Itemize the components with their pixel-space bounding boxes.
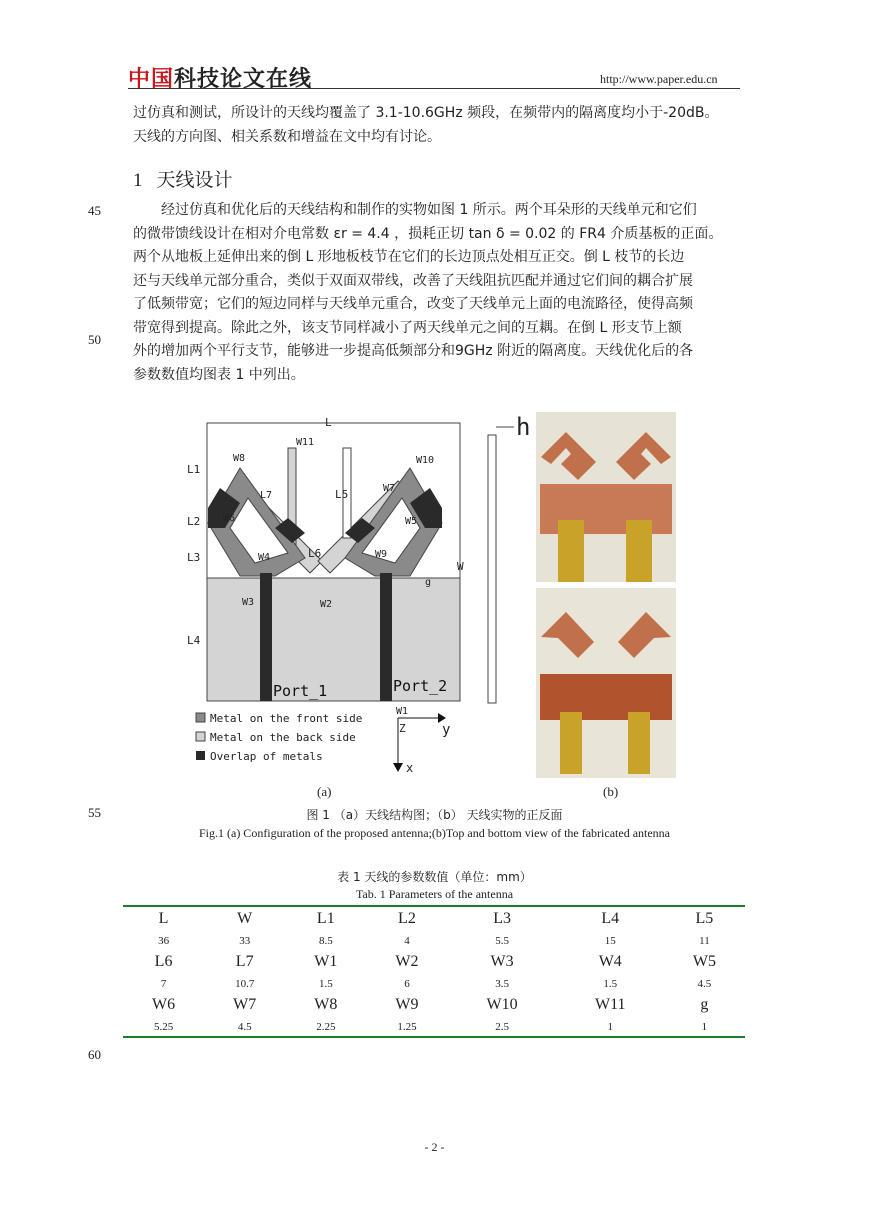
photo-top-connector1: [558, 520, 584, 582]
param-name: L6: [154, 953, 173, 970]
dim-label: L2: [187, 515, 201, 528]
dim-label: W6: [223, 513, 236, 524]
param-name: W6: [152, 996, 176, 1013]
table-row: [123, 931, 745, 950]
body-line: 了低频带宽；它们的短边同样与天线单元重合，改变了天线单元上面的电流路径，使得高频: [133, 296, 693, 312]
line-number: 50: [88, 332, 101, 347]
param-value: 36: [158, 934, 170, 947]
param-name: W5: [692, 953, 716, 970]
dim-label: L1: [187, 463, 201, 476]
param-name: L2: [398, 910, 416, 927]
line-number: 60: [88, 1047, 101, 1062]
intro-line: 过仿真和测试，所设计的天线均覆盖了 3.1-10.6GHz 频段，在频带内的隔离度均小于-20dB。: [133, 105, 719, 121]
param-name: W1: [314, 953, 338, 970]
body-line: 参数数值均图表 1 中列出。: [133, 366, 305, 383]
antenna-schematic: [180, 408, 480, 780]
header-divider: [128, 88, 740, 89]
legend-swatch-front: [196, 713, 205, 722]
legend-swatch-back: [196, 732, 205, 741]
logo-red-text: 中国: [128, 67, 175, 92]
param-value: 6: [404, 977, 410, 990]
subfigure-a-label: (a): [317, 784, 332, 799]
line-number: 55: [88, 805, 101, 820]
param-value: 1.5: [318, 977, 333, 990]
table-row: [123, 974, 745, 993]
param-name: W4: [598, 953, 622, 970]
parameter-table: [123, 905, 745, 1038]
param-name: W8: [314, 996, 338, 1013]
port-label: Port_1: [273, 682, 328, 700]
section-heading: [133, 165, 233, 192]
dim-label: W8: [233, 453, 246, 464]
section-title: 天线设计: [156, 169, 233, 191]
dim-label: h: [516, 413, 531, 441]
param-value: 4: [404, 934, 410, 947]
dim-label: W4: [258, 552, 271, 563]
param-name: L4: [601, 910, 620, 927]
header-url[interactable]: http://www.paper.edu.cn: [600, 72, 718, 86]
param-value: 5.5: [495, 934, 509, 947]
legend-label: Overlap of metals: [210, 750, 323, 763]
param-name: W11: [595, 996, 626, 1013]
subfigure-b-label: (b): [603, 784, 619, 799]
body-line: 外的增加两个平行支节，能够进一步提高低频部分和9GHz 附近的隔离度。天线优化后的各: [133, 343, 694, 359]
fabricated-antenna-photos: [536, 412, 676, 778]
intro-paragraph: [133, 102, 741, 149]
body-line: 两个从地板上延伸出来的倒 L 形地板枝节在它们的长边顶点处相互正交。倒 L 枝节的长边: [133, 249, 685, 265]
param-value: 1.25: [397, 1020, 417, 1033]
param-value: 2.5: [495, 1020, 509, 1033]
legend-label: Metal on the front side: [210, 712, 363, 725]
param-name: L5: [695, 910, 714, 927]
dim-label: L3: [187, 551, 201, 564]
dim-label: W5: [405, 516, 418, 527]
param-value: 5.25: [153, 1020, 174, 1033]
port-label: Port_2: [393, 677, 448, 695]
page-number: - 2 -: [424, 1140, 445, 1154]
legend-label: Metal on the back side: [210, 731, 356, 744]
section-number: 1: [133, 170, 143, 191]
param-value: 1: [607, 1020, 614, 1033]
param-name: L1: [316, 910, 335, 927]
param-value: 15: [604, 934, 616, 947]
axis-label: x: [406, 761, 414, 775]
axis-label: W1: [396, 706, 409, 717]
param-value: 11: [699, 934, 710, 947]
dim-label: L: [325, 416, 332, 429]
param-name: W3: [490, 953, 514, 970]
dim-label: L7: [260, 490, 273, 501]
body-line: 经过仿真和优化后的天线结构和制作的实物如图 1 所示。两个耳朵形的天线单元和它们: [161, 202, 697, 218]
photo-top-connector2: [626, 520, 652, 582]
dim-label: W11: [296, 437, 315, 448]
dim-label: W3: [242, 597, 255, 608]
dim-label: L5: [335, 488, 349, 501]
param-name: W7: [233, 996, 257, 1013]
x-axis-arrow: [393, 763, 403, 772]
param-value: 8.5: [318, 934, 333, 947]
param-value: 7: [160, 977, 167, 990]
param-name: L: [158, 910, 169, 927]
param-name: W10: [486, 996, 518, 1013]
axis-label: y: [442, 722, 451, 738]
table-row: [123, 950, 745, 974]
body-line: 还与天线单元部分重合，类似于双面双带线，改善了天线阻抗匹配并通过它们间的耦合扩展: [133, 272, 693, 289]
dim-label: W: [457, 560, 464, 573]
param-value: 2.25: [316, 1020, 336, 1033]
photo-bottom-ground: [540, 674, 672, 720]
param-value: 3.5: [495, 977, 509, 990]
substrate-edge: [488, 435, 496, 703]
body-line: 带宽得到提高。除此之外，该支节同样减小了两天线单元之间的互耦。在倒 L 形支节上额: [133, 319, 682, 336]
param-name: L7: [235, 953, 254, 970]
feed-line-port1: [260, 573, 272, 701]
param-value: 10.7: [235, 977, 255, 990]
substrate-side-view: [484, 405, 544, 705]
param-name: L3: [493, 910, 511, 927]
param-name: W2: [395, 953, 419, 970]
intro-line: 天线的方向图、相关系数和增益在文中均有讨论。: [133, 128, 441, 145]
figure-caption-cn: 图 1 （a）天线结构图；（b） 天线实物的正反面: [306, 808, 563, 822]
axis-label: Z: [399, 722, 406, 735]
table-caption-cn: 表 1 天线的参数数值（单位：mm）: [337, 870, 532, 884]
dim-label: L4: [187, 634, 201, 647]
logo-dark-text: 科技论文在线: [174, 67, 313, 92]
dim-label: g: [425, 577, 432, 588]
legend-swatch-overlap: [196, 751, 205, 760]
table-row: [123, 906, 745, 931]
table-caption-en: Tab. 1 Parameters of the antenna: [355, 887, 514, 901]
dim-label: W9: [375, 549, 388, 560]
photo-bottom-connector1: [560, 712, 582, 774]
param-value: 33: [239, 934, 251, 947]
table-row: [123, 993, 745, 1017]
dim-label: W10: [416, 455, 435, 466]
body-line: 的微带馈线设计在相对介电常数 εr = 4.4 ，损耗正切 tan δ = 0.02 的 FR4 介质基板的正面。: [133, 225, 723, 242]
dim-label: W7: [383, 483, 396, 494]
param-value: 1.5: [603, 977, 618, 990]
param-name: W: [237, 910, 253, 927]
dim-label: W2: [320, 599, 333, 610]
param-value: 1: [701, 1020, 708, 1033]
param-value: 4.5: [697, 977, 712, 990]
param-value: 4.5: [237, 1020, 252, 1033]
param-name: g: [700, 996, 709, 1013]
table-row: [123, 1017, 745, 1037]
line-number: 45: [88, 203, 101, 218]
body-paragraph: [133, 199, 741, 387]
param-name: W9: [395, 996, 419, 1013]
dim-label: L6: [308, 547, 322, 560]
photo-bottom-connector2: [628, 712, 650, 774]
feed-line-port2: [380, 573, 392, 701]
figure-caption-en: Fig.1 (a) Configuration of the proposed antenna;(b)Top and bottom view of the fabricated antenna: [198, 826, 671, 840]
